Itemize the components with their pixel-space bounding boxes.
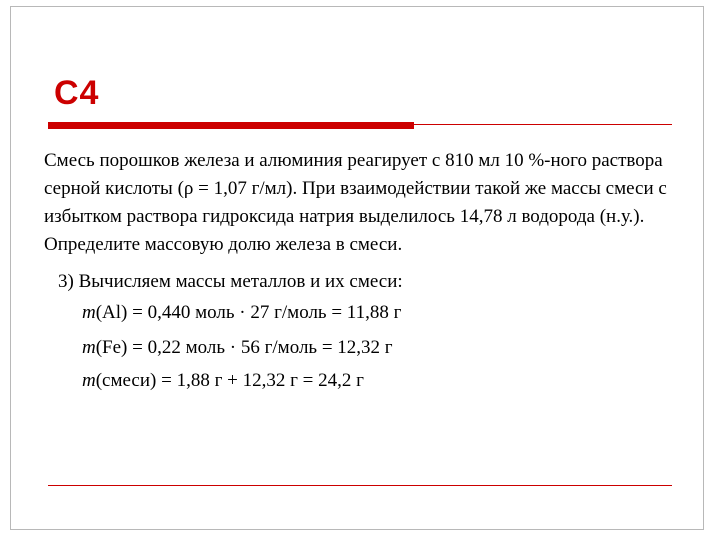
calc-expression: (смеси) = 1,88 г + 12,32 г = 24,2 г: [95, 370, 364, 391]
mass-variable: m: [82, 370, 96, 391]
title-underline-thin: [48, 124, 672, 125]
mass-variable: m: [82, 302, 96, 323]
calc-line-mixture: [82, 367, 364, 395]
calc-line-fe: [82, 334, 393, 362]
calc-line-al: [82, 299, 401, 327]
slide-title: С4: [54, 74, 100, 112]
step-heading: 3) Вычисляем массы металлов и их смеси:: [58, 271, 403, 292]
mass-variable: m: [82, 337, 96, 358]
problem-statement: Смесь порошков железа и алюминия реагирует с 810 мл 10 %-ного раствора серной кислоты (ρ = 1,07 г/мл). При взаимодействии такой же массы смеси с избытком раствора гидроксида натрия выделилось 14,78 л водорода (н.у.). Определите массовую долю железа в смеси.: [44, 150, 667, 255]
calc-expression: (Fe) = 0,22 моль · 56 г/моль = 12,32 г: [95, 337, 393, 358]
bottom-divider: [48, 485, 672, 486]
calc-expression: (Al) = 0,440 моль · 27 г/моль = 11,88 г: [95, 302, 402, 323]
